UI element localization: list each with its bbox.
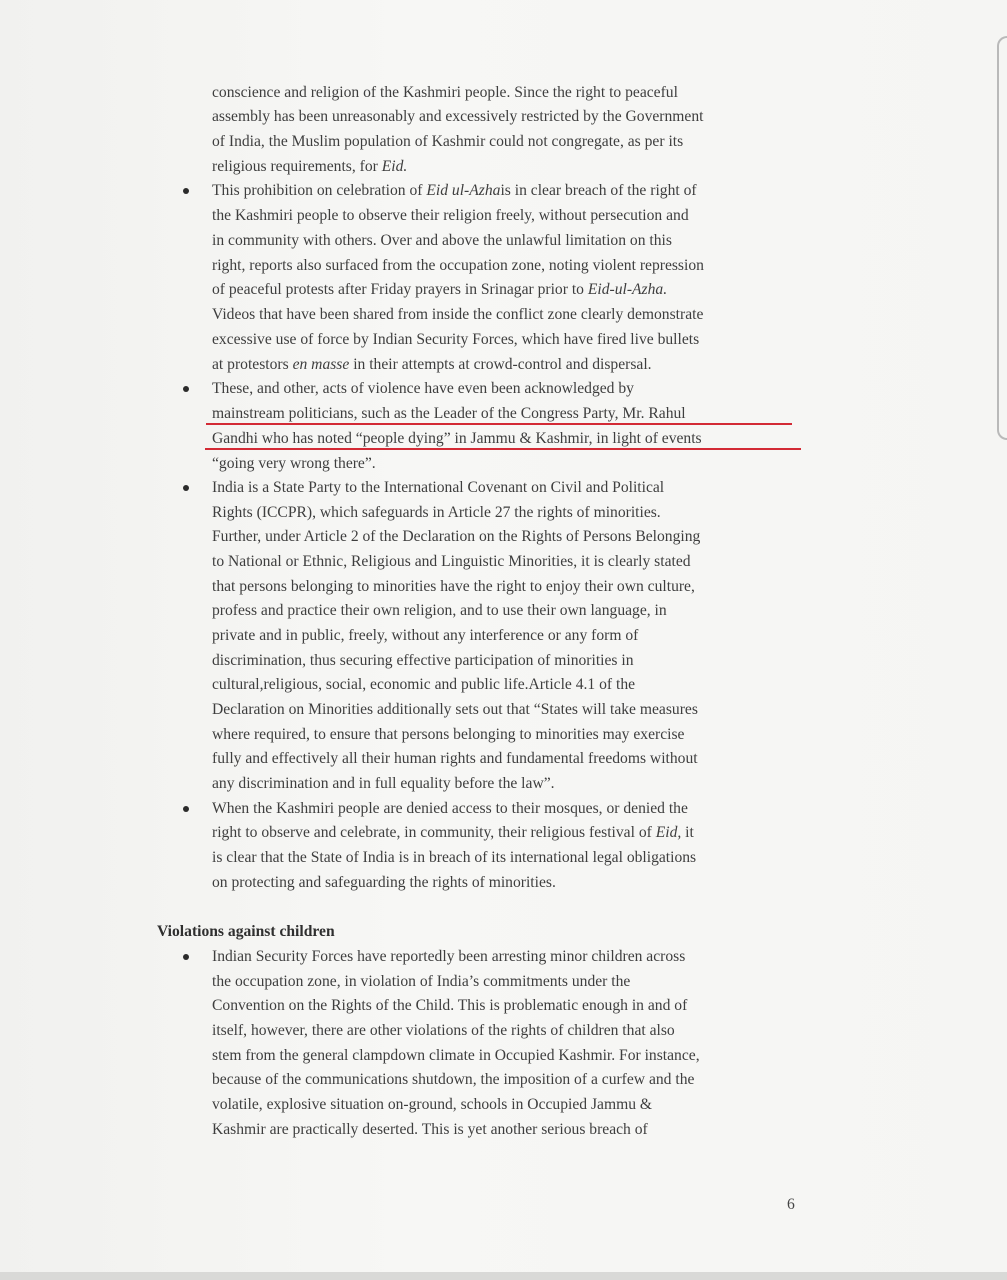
text-line: that persons belonging to minorities have the right to enjoy their own culture,: [212, 578, 695, 595]
page-edge-bracket: [997, 36, 1007, 440]
text-line: Videos that have been shared from inside the conflict zone clearly demonstrate: [212, 306, 704, 323]
text-line: the Kashmiri people to observe their religion freely, without persecution and: [212, 207, 689, 224]
highlighted-text-line: Gandhi who has noted “people dying” in Jammu & Kashmir, in light of events: [212, 430, 702, 447]
text-line: assembly has been unreasonably and excessively restricted by the Government: [212, 108, 704, 125]
text-line: discrimination, thus securing effective participation of minorities in: [212, 652, 634, 669]
text-span: at protestors: [212, 356, 293, 373]
text-span: This prohibition on celebration of: [212, 182, 427, 199]
text-line: These, and other, acts of violence have even been acknowledged by: [212, 380, 634, 397]
text-line: right, reports also surfaced from the occupation zone, noting violent repression: [212, 257, 704, 274]
text-line: any discrimination and in full equality before the law”.: [212, 775, 555, 792]
text-line: [212, 179, 697, 203]
bullet-dot: [183, 954, 189, 960]
bullet-dot: [183, 485, 189, 491]
text-span: is in clear breach of the right of: [500, 182, 697, 199]
text-line: [212, 155, 407, 179]
red-underline: [206, 423, 792, 425]
text-line: India is a State Party to the International Covenant on Civil and Political: [212, 479, 665, 496]
text-span: right to observe and celebrate, in community, their religious festival of: [212, 824, 656, 841]
text-line: [212, 353, 652, 377]
text-line: conscience and religion of the Kashmiri people. Since the right to peaceful: [212, 84, 678, 101]
text-line: on protecting and safeguarding the rights of minorities.: [212, 874, 556, 891]
italic-term: en masse: [292, 356, 350, 373]
text-span: it: [681, 824, 694, 841]
text-line: of India, the Muslim population of Kashmir could not congregate, as per its: [212, 133, 684, 150]
text-line: When the Kashmiri people are denied access to their mosques, or denied the: [212, 800, 688, 817]
text-line: private and in public, freely, without any interference or any form of: [212, 627, 639, 644]
text-line: Rights (ICCPR), which safeguards in Article 27 the rights of minorities.: [212, 504, 661, 521]
text-line: itself, however, there are other violations of the rights of children that also: [212, 1022, 675, 1039]
text-line: excessive use of force by Indian Security Forces, which have fired live bullets: [212, 331, 700, 348]
text-line: Convention on the Rights of the Child. This is problematic enough in and of: [212, 997, 688, 1014]
bullet-dot: [183, 188, 189, 194]
text-span: religious requirements, for: [212, 158, 378, 175]
italic-term: Eid ul-Azha: [426, 182, 501, 199]
bullet-dot: [183, 806, 189, 812]
text-line: Further, under Article 2 of the Declaration on the Rights of Persons Belonging: [212, 528, 701, 545]
text-line: profess and practice their own religion, and to use their own language, in: [212, 602, 667, 619]
text-span: in their attempts at crowd-control and dispersal.: [349, 356, 652, 373]
text-line: “going very wrong there”.: [212, 455, 376, 472]
text-line: to National or Ethnic, Religious and Linguistic Minorities, it is clearly stated: [212, 553, 691, 570]
text-line: fully and effectively all their human rights and fundamental freedoms without: [212, 750, 698, 767]
text-span: of peaceful protests after Friday prayers in Srinagar prior to: [212, 281, 588, 298]
text-line: Declaration on Minorities additionally sets out that “States will take measures: [212, 701, 698, 718]
text-line: Kashmir are practically deserted. This is yet another serious breach of: [212, 1121, 648, 1138]
page-number: 6: [787, 1196, 795, 1213]
text-line: [212, 278, 667, 302]
italic-term: Eid,: [655, 824, 682, 841]
italic-term: Eid-ul-Azha.: [587, 281, 668, 298]
section-heading: Violations against children: [157, 923, 335, 940]
text-line: Indian Security Forces have reportedly been arresting minor children across: [212, 948, 686, 965]
page-bottom-edge: [0, 1272, 1007, 1280]
text-line: [212, 821, 694, 845]
text-line: stem from the general clampdown climate in Occupied Kashmir. For instance,: [212, 1047, 700, 1064]
text-line: is clear that the State of India is in breach of its international legal obligations: [212, 849, 697, 866]
highlighted-text-line: mainstream politicians, such as the Leader of the Congress Party, Mr. Rahul: [212, 405, 686, 422]
text-line: because of the communications shutdown, the imposition of a curfew and the: [212, 1071, 695, 1088]
italic-term: Eid.: [381, 158, 408, 175]
text-line: the occupation zone, in violation of India’s commitments under the: [212, 973, 631, 990]
text-line: in community with others. Over and above the unlawful limitation on this: [212, 232, 672, 249]
text-line: volatile, explosive situation on-ground, schools in Occupied Jammu &: [212, 1096, 653, 1113]
text-line: cultural,religious, social, economic and public life.Article 4.1 of the: [212, 676, 636, 693]
red-underline: [205, 448, 801, 450]
text-line: where required, to ensure that persons belonging to minorities may exercise: [212, 726, 685, 743]
bullet-dot: [183, 386, 189, 392]
